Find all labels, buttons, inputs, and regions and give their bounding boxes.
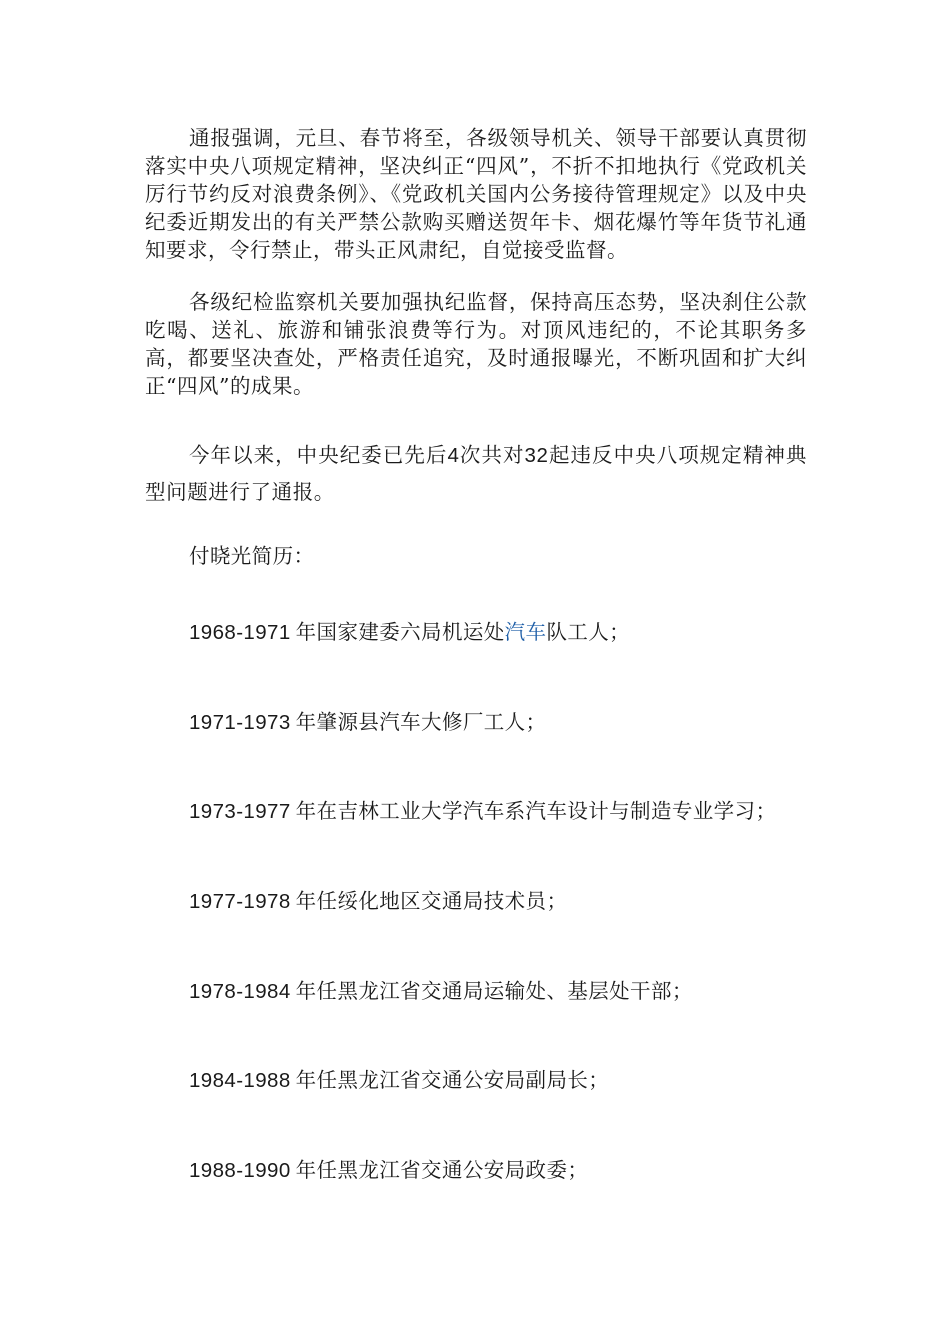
resume-years: 1978-1984 <box>189 980 291 1003</box>
resume-heading: 付晓光简历： <box>189 544 315 568</box>
paragraph-notification-count <box>145 437 807 511</box>
resume-years: 1988-1990 <box>189 1159 291 1182</box>
resume-text: 年任黑龙江省交通局运输处、基层处干部； <box>295 979 693 1003</box>
resume-entry <box>189 797 776 826</box>
resume-text: 队工人； <box>546 620 631 644</box>
resume-years: 1968-1971 <box>189 621 291 644</box>
resume-years: 1971-1973 <box>189 711 291 734</box>
resume-text: 年任绥化地区交通局技术员； <box>295 889 568 913</box>
paragraph-text: 起违反中央八项规定精神典型问题进行了通报。 <box>145 443 807 504</box>
resume-years: 1977-1978 <box>189 890 291 913</box>
resume-entry <box>189 618 630 647</box>
resume-text: 年任黑龙江省交通公安局政委； <box>295 1158 589 1182</box>
resume-text: 年任黑龙江省交通公安局副局长； <box>295 1068 610 1092</box>
resume-entry <box>189 1066 609 1095</box>
keyword-link[interactable]: 汽车 <box>504 620 547 644</box>
resume-entry <box>189 1156 588 1185</box>
resume-years: 1984-1988 <box>189 1069 291 1092</box>
resume-entry <box>189 708 546 737</box>
resume-text: 年肇源县汽车大修厂工人； <box>295 710 547 734</box>
paragraph-circular-emphasis: 通报强调，元旦、春节将至，各级领导机关、领导干部要认真贯彻落实中央八项规定精神，坚决纠正“四风”，不折不扣地执行《党政机关厉行节约反对浪费条例》、《党政机关国内公务接待管理规定》以及中央纪委近期发出的有关严禁公款购买赠送贺年卡、烟花爆竹等年货节礼通知要求，令行禁止，带头正风肃纪，自觉接受监督。 <box>145 126 807 262</box>
resume-text: 年国家建委六局机运处 <box>295 620 505 644</box>
resume-text: 年在吉林工业大学汽车系汽车设计与制造专业学习； <box>295 799 777 823</box>
notification-times: 4 <box>447 444 460 467</box>
paragraph-text: 今年以来，中央纪委已先后 <box>189 443 448 467</box>
paragraph-discipline-supervision: 各级纪检监察机关要加强执纪监督，保持高压态势，坚决刹住公款吃喝、送礼、旅游和铺张浪费等行为。对顶风违纪的，不论其职务多高，都要坚决查处，严格责任追究，及时通报曝光，不断巩固和扩大纠正“四风”的成果。 <box>145 290 807 398</box>
resume-entry <box>189 977 693 1006</box>
resume-years: 1973-1977 <box>189 800 291 823</box>
case-count: 32 <box>524 444 549 467</box>
paragraph-text: 次共对 <box>459 443 525 467</box>
resume-entry <box>189 887 567 916</box>
